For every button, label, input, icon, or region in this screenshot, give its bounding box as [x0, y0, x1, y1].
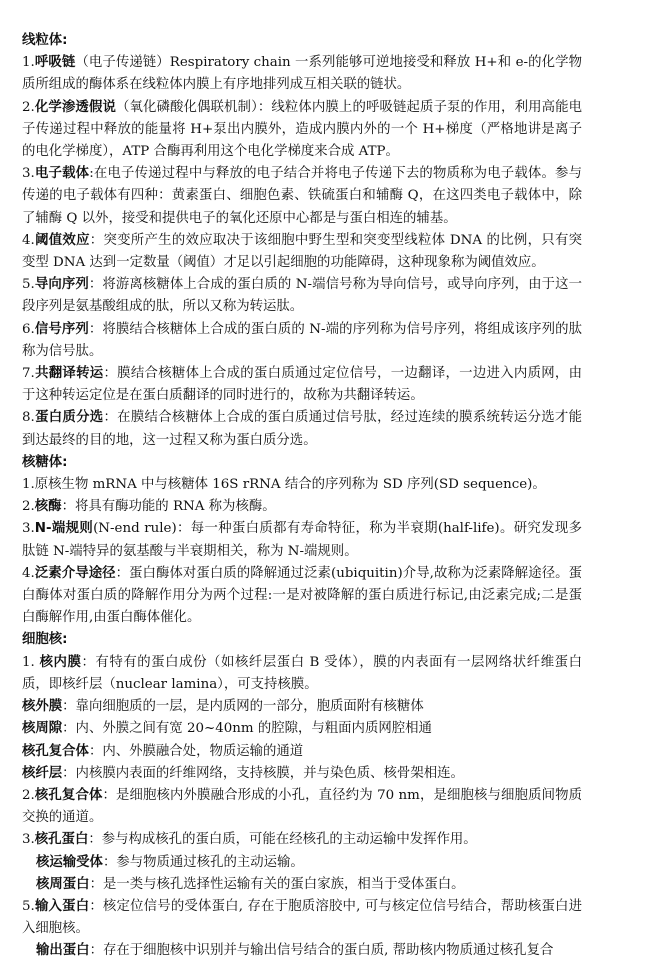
definition-item — [22, 97, 582, 164]
term: 核运输受体 — [36, 854, 103, 870]
term: 信号序列 — [34, 321, 89, 337]
definition-text: ：内、外膜之间有宽 20~40nm 的腔隙，与粗面内质网腔相通 — [62, 721, 432, 737]
item-number: 2. — [22, 499, 35, 515]
definition-text: ：核定位信号的受体蛋白, 存在于胞质溶胶中, 可与核定位信号结合，帮助核蛋白进入细胞核。 — [22, 898, 583, 937]
definition-item — [22, 763, 582, 785]
definition-item — [22, 518, 582, 562]
definition-text: ：存在于细胞核中识别并与输出信号结合的蛋白质, 帮助核内物质通过核孔复合 — [89, 943, 554, 959]
definition-item — [22, 785, 582, 829]
term: 共翻译转运 — [34, 366, 104, 382]
definition-text: （电子传递链）Respiratory chain 一系列能够可逆地接受和释放 H+和 e-的化学物质所组成的酶体系在线粒体内膜上有序地排列成互相关联的链状。 — [22, 55, 583, 93]
section-title: 核糖体: — [22, 454, 68, 470]
definition-item — [22, 474, 582, 496]
term: 电子载体 — [34, 166, 90, 182]
item-number: 4. — [22, 565, 35, 581]
definition-text: ：将膜结合核糖体上合成的蛋白质的 N-端的序列称为信号序列，将组成该序列的肽称为信号肽。 — [22, 321, 582, 359]
definition-text: （氧化磷酸化偶联机制）：线粒体内膜上的呼吸链起质子泵的作用，利用高能电子传递过程中释放的能量将 H+泵出内膜外，造成内膜内外的一个 H+梯度（严格地讲是离子的电化学梯度），ATP 合酶再利用这个电化学梯度来合成 ATP。 — [22, 99, 582, 160]
definition-text: ：内核膜内表面的纤维网络，支持核膜，并与染色质、核骨架相连。 — [62, 765, 464, 781]
definition-text: ：参与构成核孔的蛋白质，可能在经核孔的主动运输中发挥作用。 — [88, 832, 477, 848]
definition-item — [22, 696, 582, 718]
definition-item — [22, 874, 582, 896]
item-number: 3. — [22, 166, 35, 182]
term: 泛素介导途径 — [34, 565, 116, 581]
document-body — [22, 30, 582, 963]
definition-text: ：是细胞核内外膜融合形成的小孔，直径约为 70 nm，是细胞核与细胞质间物质交换的通道。 — [22, 787, 582, 826]
term: 输入蛋白 — [34, 898, 90, 914]
item-number: 3. — [22, 521, 35, 537]
definition-item — [22, 407, 582, 451]
term: 输出蛋白 — [36, 943, 90, 959]
term: 核孔复合体 — [34, 787, 103, 803]
item-number: 1. — [22, 477, 35, 493]
definition-text: ：内、外膜融合处，物质运输的通道 — [88, 743, 304, 759]
item-number: 3. — [22, 832, 35, 848]
definition-text: ：突变所产生的效应取决于该细胞中野生型和突变型线粒体 DNA 的比例，只有突变型 DNA 达到一定数量（阈值）才足以引起细胞的功能障碍，这种现象称为阈值效应。 — [22, 232, 583, 271]
definition-item — [22, 363, 582, 407]
definition-item — [22, 829, 582, 851]
section-title: 线粒体: — [22, 33, 68, 48]
item-number: 7. — [22, 366, 35, 382]
definition-text: (N-end rule)：每一种蛋白质都有寿命特征，称为半衰期(half-life)。研究发现多肽链 N-端特异的氨基酸与半衰期相关，称为 N-端规则。 — [22, 521, 582, 559]
definition-text: ：将具有酶功能的 RNA 称为核酶。 — [61, 499, 276, 515]
definition-text: ：将游离核糖体上合成的蛋白质的 N-端信号称为导向信号，或导向序列，由于这一段序列是氨基酸组成的肽，所以又称为转运肽。 — [22, 277, 582, 315]
item-number: 4. — [22, 232, 35, 248]
definition-item — [22, 940, 582, 962]
definition-item — [22, 319, 582, 363]
term: 核周蛋白 — [36, 876, 90, 892]
definition-item — [22, 896, 582, 940]
item-number: 6. — [22, 321, 35, 337]
term: 导向序列 — [34, 277, 89, 293]
term: N-端规则 — [34, 521, 94, 537]
definition-item — [22, 274, 582, 318]
term: 核孔蛋白 — [34, 832, 89, 848]
definition-text: ：参与物质通过核孔的主动运输。 — [102, 854, 304, 870]
term: 核外膜 — [22, 699, 63, 715]
definition-text: 原核生物 mRNA 中与核糖体 16S rRNA 结合的序列称为 SD 序列(SD sequence)。 — [34, 477, 546, 493]
section-title: 细胞核: — [22, 632, 68, 648]
item-number: 1. — [22, 654, 40, 670]
definition-item — [22, 718, 582, 740]
item-number: 2. — [22, 99, 35, 115]
definition-text: ：是一类与核孔选择性运输有关的蛋白家族，相当于受体蛋白。 — [89, 876, 465, 892]
term: 核内膜 — [39, 654, 82, 670]
definition-text: :在电子传递过程中与释放的电子结合并将电子传递下去的物质称为电子载体。参与传递的电子载体有四种：黄素蛋白、细胞色素、铁硫蛋白和辅酶 Q，在这四类电子载体中，除了辅酶 Q 以外，接受和提供电子的氧化还原中心都是与蛋白相连的辅基。 — [22, 166, 583, 226]
definition-item — [22, 563, 582, 630]
term: 核纤层 — [22, 765, 63, 781]
term: 核孔复合体 — [22, 743, 89, 759]
definition-item — [22, 163, 582, 230]
item-number: 5. — [22, 277, 35, 293]
definition-text: ：膜结合核糖体上合成的蛋白质通过定位信号，一边翻译，一边进入内质网，由于这种转运定位是在蛋白质翻译的同时进行的，故称为共翻译转运。 — [22, 366, 583, 404]
definition-item — [22, 230, 582, 274]
item-number: 8. — [22, 410, 35, 426]
term: 阈值效应 — [34, 232, 90, 248]
definition-item — [22, 652, 582, 696]
term: 核周隙 — [22, 721, 63, 737]
definition-item — [22, 52, 582, 96]
definition-text: ：在膜结合核糖体上合成的蛋白质通过信号肽，经过连续的膜系统转运分选才能到达最终的目的地，这一过程又称为蛋白质分选。 — [22, 410, 583, 448]
term: 化学渗透假说 — [34, 99, 116, 115]
term: 呼吸链 — [34, 55, 76, 71]
definition-item — [22, 496, 582, 518]
term: 蛋白质分选 — [34, 410, 104, 426]
definition-text: ：有特有的蛋白成份（如核纤层蛋白 B 受体），膜的内表面有一层网络状纤维蛋白质，即核纤层（nuclear lamina），可支持核膜。 — [22, 654, 582, 692]
item-number: 2. — [22, 787, 35, 803]
definition-item — [22, 852, 582, 874]
definition-text: ：蛋白酶体对蛋白质的降解通过泛素(ubiquitin)介导,故称为泛素降解途径。蛋白酶体对蛋白质的降解作用分为两个过程:一是对被降解的蛋白质进行标记,由泛素完成;二是蛋白酶解作用,由蛋白酶体催化。 — [22, 565, 583, 626]
item-number: 5. — [22, 898, 35, 914]
definition-item — [22, 741, 582, 763]
definition-text: ：靠向细胞质的一层，是内质网的一部分，胞质面附有核糖体 — [62, 699, 424, 715]
item-number: 1. — [22, 55, 35, 71]
term: 核酶 — [34, 499, 62, 515]
